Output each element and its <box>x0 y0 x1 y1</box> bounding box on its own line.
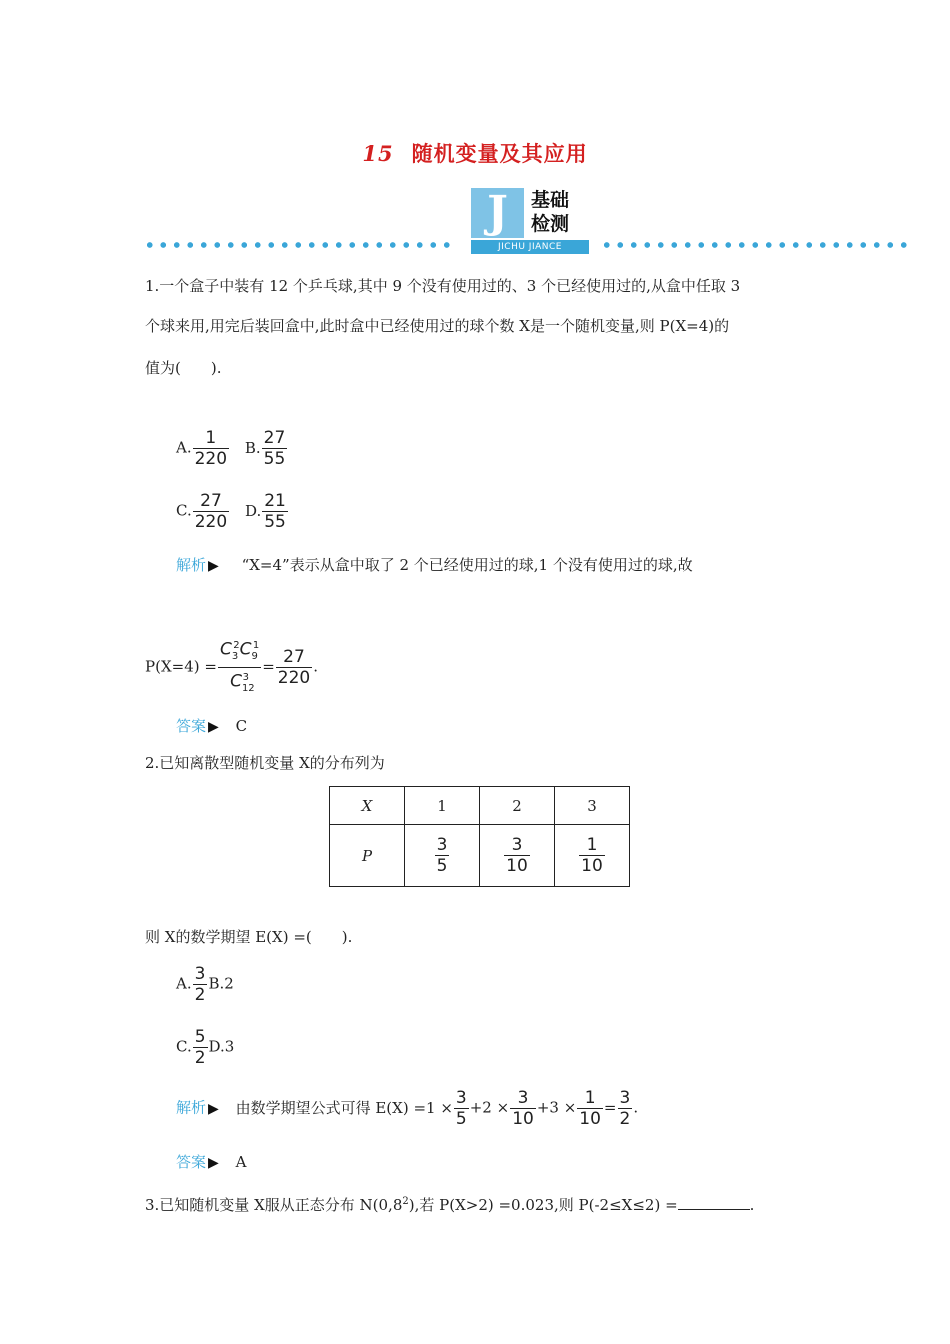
q1-options-cd <box>176 491 289 532</box>
q1-answer-label: 答案 <box>176 717 207 735</box>
q1-option-c-label: C. <box>176 501 192 520</box>
logo-cn-line1: 基础 <box>531 189 570 211</box>
dotted-divider-right <box>600 240 912 250</box>
q2-analysis: 解析 ▶ 由数学期望公式可得 E(X) =1 × $\frac{3}{5}$ +2 × $\frac{3}{10}$ +3 × $\frac{1}{10}$ = $\frac{3}{2}$ . <box>176 1088 639 1129</box>
q1-analysis-text: “X=4”表示从盒中取了 2 个已经使用过的球,1 个没有使用过的球,故 <box>241 556 693 574</box>
logo-en: JICHU JIANCE <box>471 240 589 254</box>
triangle-icon: ▶ <box>208 558 219 574</box>
q1-answer <box>176 715 247 738</box>
q1-formula: P(X=4) = $\frac{C_3^2C_9^1}{C_{12}^3}$ = $\frac{27}{220}$ . <box>145 636 318 699</box>
q1-option-b-label: B. <box>244 438 261 457</box>
q1-options-ab <box>176 428 288 469</box>
triangle-icon: ▶ <box>208 1100 219 1117</box>
table-row <box>330 825 630 887</box>
table-cell: $\frac{3}{10}$ <box>480 825 555 887</box>
answer-blank[interactable] <box>678 1195 750 1210</box>
q2-answer-label: 答案 <box>176 1153 207 1171</box>
table-cell: 3 <box>555 787 630 825</box>
q3-text: 3.已知随机变量 X服从正态分布 $N(0,8^2)$,若 P(X>2) =0.023,则 P(-2≤X≤2) = . <box>145 1196 755 1214</box>
table-cell: 1 <box>405 787 480 825</box>
q1-option-a-label: A. <box>176 438 192 457</box>
q1-option-a-fraction: $\frac{1}{220}$ <box>194 428 228 469</box>
q1-result-fraction: $\frac{27}{220}$ <box>277 647 311 689</box>
q1-line1: 1.一个盒子中装有 12 个乒乓球,其中 9 个没有使用过的、3 个已经使用过的,从盒中任取 3 <box>145 277 741 295</box>
table-cell: $\frac{1}{10}$ <box>555 825 630 887</box>
q2-option-d: D.3 <box>208 1037 235 1056</box>
q2-answer <box>176 1151 246 1174</box>
q2-analysis-label: 解析 <box>176 1098 207 1117</box>
q1-option-c-fraction: $\frac{27}{220}$ <box>194 491 228 532</box>
distribution-table <box>329 786 630 887</box>
q1-analysis-label: 解析 <box>176 556 207 574</box>
q1-option-b-fraction: $\frac{27}{55}$ <box>263 428 286 469</box>
q3-text-before: 3.已知随机变量 X服从正态分布 N(0,8 <box>145 1196 403 1214</box>
logo-letter: J <box>471 188 524 238</box>
q2-analysis-prefix: 由数学期望公式可得 E(X) =1 × <box>235 1098 453 1117</box>
q2-options-cd <box>176 1027 234 1068</box>
q2-option-b: B.2 <box>208 974 234 993</box>
table-cell: 2 <box>480 787 555 825</box>
q1-line2: 个球来用,用完后装回盒中,此时盒中已经使用过的球个数 X是一个随机变量,则 P(X=4)的 <box>145 317 730 335</box>
q1-analysis <box>176 554 693 577</box>
logo-cn-line2: 检测 <box>531 213 570 235</box>
q1-answer-value: C <box>235 717 248 735</box>
q1-option-d-label: D. <box>244 501 262 520</box>
table-cell: P <box>330 825 405 887</box>
triangle-icon: ▶ <box>208 719 219 735</box>
triangle-icon: ▶ <box>208 1155 219 1171</box>
section-title: 随机变量及其应用 <box>411 141 588 166</box>
q2-option-c-label: C. <box>176 1037 192 1056</box>
dotted-divider-left <box>143 240 453 250</box>
table-cell: X <box>330 787 405 825</box>
table-cell: $\frac{3}{5}$ <box>405 825 480 887</box>
q2-question: 则 X的数学期望 E(X) =( ). <box>145 928 353 946</box>
q2-intro: 2.已知离散型随机变量 X的分布列为 <box>145 754 385 772</box>
q1-formula-left: P(X=4) = <box>145 657 217 676</box>
table-row <box>330 787 630 825</box>
q3-text-after: ),若 P(X>2) =0.023,则 P(-2≤X≤2) = <box>408 1196 678 1214</box>
q2-option-a-label: A. <box>176 974 192 993</box>
section-number: 15 <box>362 141 394 166</box>
section-logo <box>471 188 591 254</box>
q1-combination-fraction: $\frac{C_3^2C_9^1}{C_{12}^3}$ <box>218 636 261 699</box>
q2-option-a-fraction: $\frac{3}{2}$ <box>194 964 206 1005</box>
q1-line3: 值为( ). <box>145 359 222 377</box>
page-title <box>0 138 950 168</box>
q2-answer-value: A <box>235 1153 247 1171</box>
q2-option-c-fraction: $\frac{5}{2}$ <box>194 1027 206 1068</box>
q1-option-d-fraction: $\frac{21}{55}$ <box>264 491 286 532</box>
q2-options-ab <box>176 964 234 1005</box>
